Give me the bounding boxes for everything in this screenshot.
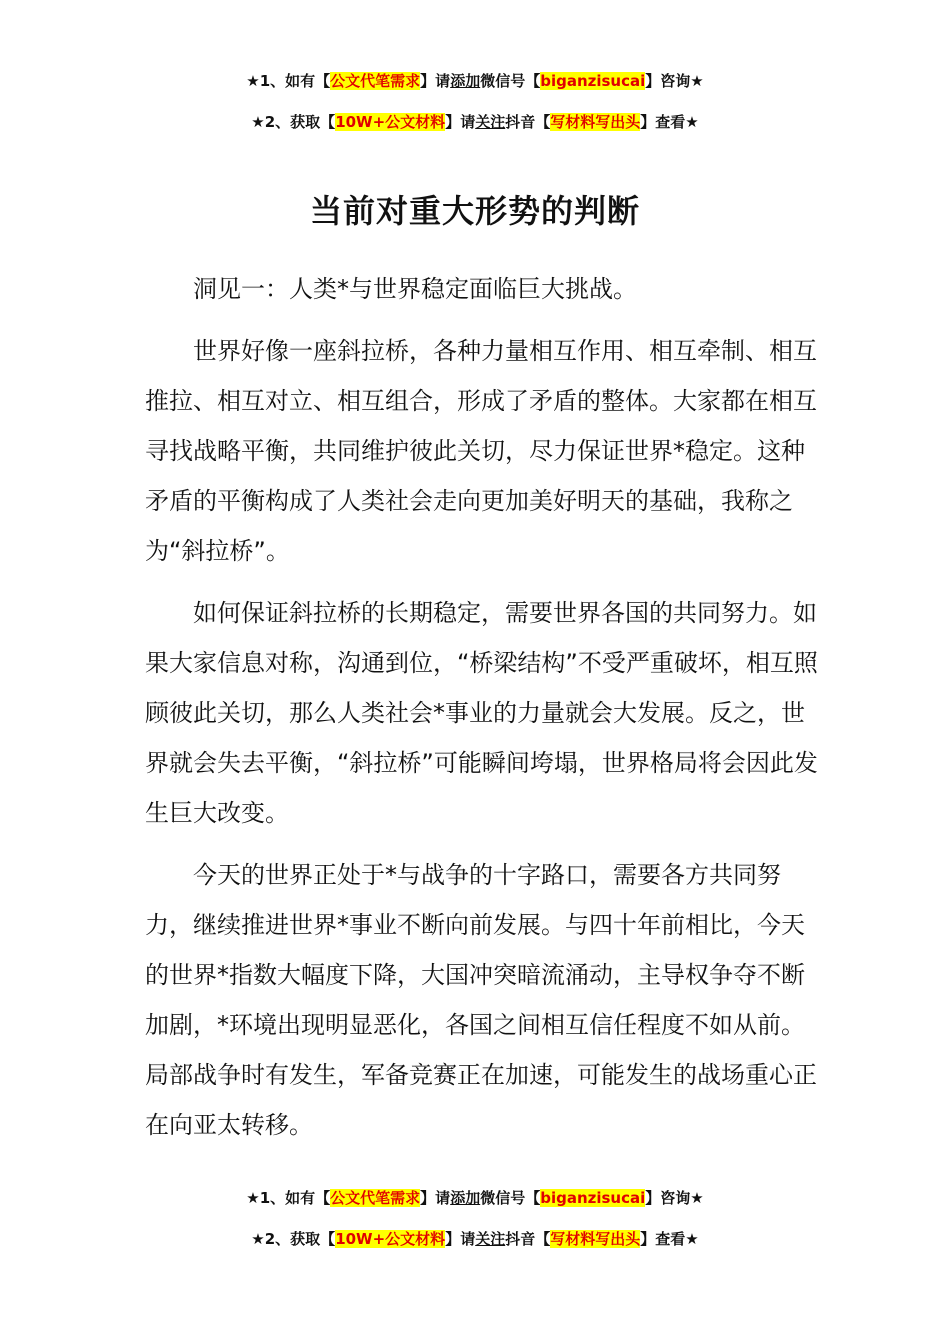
- notice-emphasis: 关注: [475, 113, 506, 131]
- notice-suffix: 】咨询★: [645, 1189, 704, 1207]
- notice-highlight-service: 公文代笔需求: [330, 1189, 421, 1207]
- notice-highlight-materials: 10W+公文材料: [335, 1230, 446, 1248]
- notice-text: 微信号【: [480, 1189, 541, 1207]
- notice-highlight-douyin: 写材料写出头: [550, 1230, 641, 1248]
- footer-notice-line-1: [0, 1187, 950, 1208]
- notice-suffix: 】咨询★: [645, 72, 704, 90]
- notice-text: 抖音【: [505, 1230, 551, 1248]
- notice-prefix: ★2、获取【: [251, 1230, 336, 1248]
- header-notice-line-1: [0, 70, 950, 91]
- notice-prefix: ★1、如有【: [246, 1189, 331, 1207]
- notice-text: 抖音【: [505, 113, 551, 131]
- notice-highlight-materials: 10W+公文材料: [335, 113, 446, 131]
- paragraph: 今天的世界正处于*与战争的十字路口，需要各方共同努力，继续推进世界*事业不断向前发展。与四十年前相比，今天的世界*指数大幅度下降，大国冲突暗流涌动，主导权争夺不断加剧，*环境出现明显恶化，各国之间相互信任程度不如从前。局部战争时有发生，军备竞赛正在加速，可能发生的战场重心正在向亚太转移。: [145, 861, 817, 1139]
- notice-emphasis: 关注: [475, 1230, 506, 1248]
- paragraph: 如何保证斜拉桥的长期稳定，需要世界各国的共同努力。如果大家信息对称，沟通到位，“桥梁结构”不受严重破坏，相互照顾彼此关切，那么人类社会*事业的力量就会大发展。反之，世界就会失去平衡，“斜拉桥”可能瞬间垮塌，世界格局将会因此发生巨大改变。: [145, 599, 818, 827]
- notice-highlight-douyin: 写材料写出头: [550, 113, 641, 131]
- footer-notice-line-2: [0, 1228, 950, 1249]
- notice-highlight-wechat-id: biganzisucai: [540, 1189, 646, 1207]
- header-notice-line-2: [0, 111, 950, 132]
- notice-text: 】请: [420, 1189, 451, 1207]
- document-body: [145, 264, 825, 1162]
- paragraph-heading: 洞见一：人类*与世界稳定面临巨大挑战。: [193, 275, 637, 303]
- notice-text: 】请: [420, 72, 451, 90]
- document-title: 当前对重大形势的判断: [309, 192, 640, 230]
- notice-highlight-service: 公文代笔需求: [330, 72, 421, 90]
- notice-emphasis: 添加: [450, 72, 481, 90]
- notice-text: 微信号【: [480, 72, 541, 90]
- notice-highlight-wechat-id: biganzisucai: [540, 72, 646, 90]
- notice-text: 】请: [445, 113, 476, 131]
- notice-emphasis: 添加: [450, 1189, 481, 1207]
- notice-prefix: ★2、获取【: [251, 113, 336, 131]
- notice-suffix: 】查看★: [640, 1230, 699, 1248]
- notice-suffix: 】查看★: [640, 113, 699, 131]
- paragraph: 世界好像一座斜拉桥，各种力量相互作用、相互牵制、相互推拉、相互对立、相互组合，形成了矛盾的整体。大家都在相互寻找战略平衡，共同维护彼此关切，尽力保证世界*稳定。这种矛盾的平衡构成了人类社会走向更加美好明天的基础，我称之为“斜拉桥”。: [145, 337, 817, 565]
- notice-prefix: ★1、如有【: [246, 72, 331, 90]
- notice-text: 】请: [445, 1230, 476, 1248]
